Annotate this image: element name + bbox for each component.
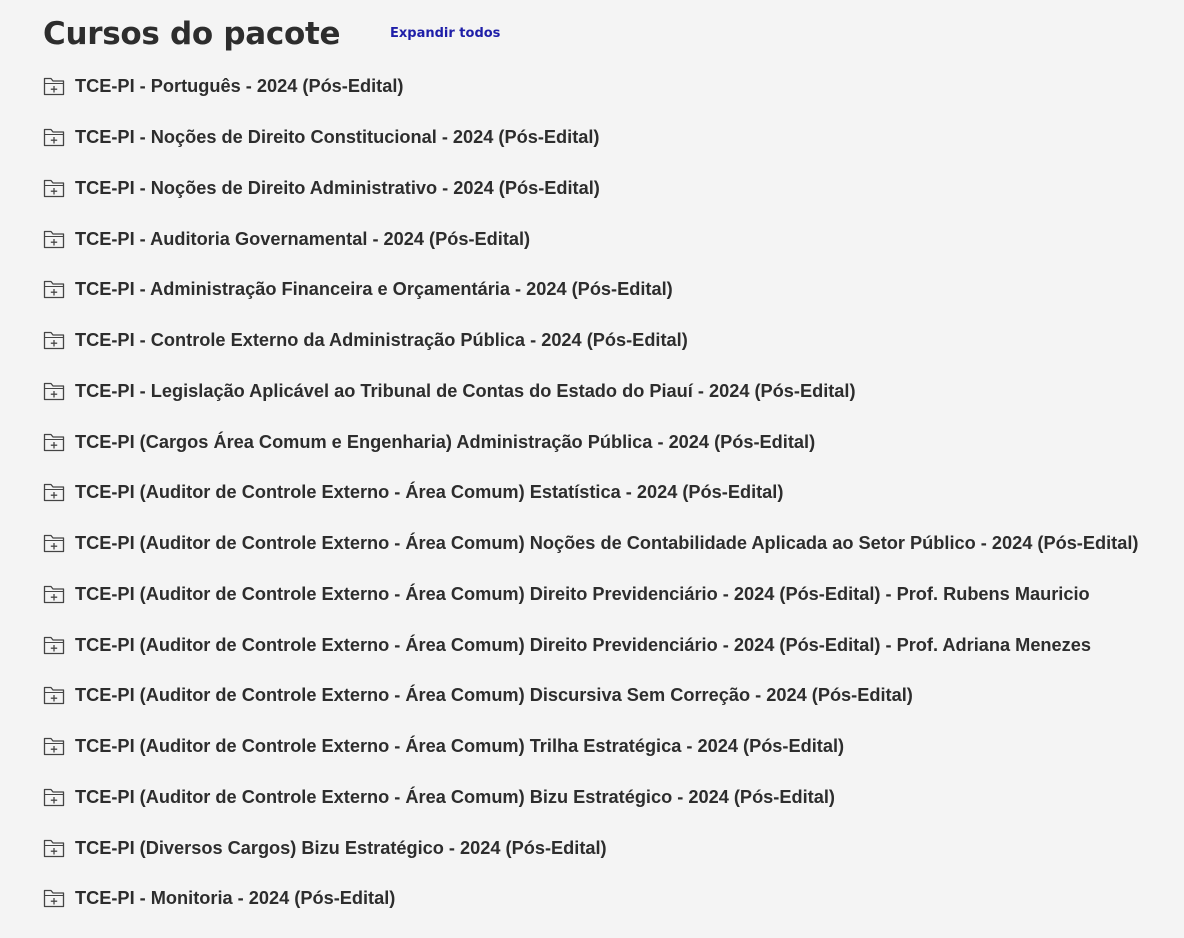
folder-plus-icon[interactable] — [43, 76, 65, 96]
course-title[interactable]: TCE-PI - Noções de Direito Constitucional - 2024 (Pós-Edital) — [75, 127, 600, 148]
course-item[interactable] — [43, 822, 1138, 873]
course-title[interactable]: TCE-PI - Monitoria - 2024 (Pós-Edital) — [75, 888, 396, 909]
folder-plus-icon[interactable] — [43, 178, 65, 198]
folder-plus-icon[interactable] — [43, 888, 65, 908]
folder-plus-icon[interactable] — [43, 330, 65, 350]
course-title[interactable]: TCE-PI (Auditor de Controle Externo - Área Comum) Bizu Estratégico - 2024 (Pós-Edital) — [75, 786, 835, 807]
course-title[interactable]: TCE-PI - Controle Externo da Administração Pública - 2024 (Pós-Edital) — [75, 330, 688, 351]
course-title[interactable]: TCE-PI - Noções de Direito Administrativo - 2024 (Pós-Edital) — [75, 177, 600, 198]
course-item[interactable] — [43, 569, 1138, 620]
page-title: Cursos do pacote — [43, 16, 341, 52]
course-item[interactable] — [43, 467, 1138, 518]
course-item[interactable] — [43, 315, 1138, 366]
course-item[interactable] — [43, 213, 1138, 264]
course-list — [43, 61, 1138, 924]
course-item[interactable] — [43, 873, 1138, 924]
course-title[interactable]: TCE-PI (Auditor de Controle Externo - Área Comum) Trilha Estratégica - 2024 (Pós-Edital) — [75, 736, 845, 757]
course-item[interactable] — [43, 619, 1138, 670]
course-title[interactable]: TCE-PI (Cargos Área Comum e Engenharia) Administração Pública - 2024 (Pós-Edital) — [75, 431, 816, 452]
expand-all-link[interactable]: Expandir todos — [390, 26, 501, 41]
course-item[interactable] — [43, 721, 1138, 772]
course-title[interactable]: TCE-PI - Administração Financeira e Orçamentária - 2024 (Pós-Edital) — [75, 279, 673, 300]
folder-plus-icon[interactable] — [43, 381, 65, 401]
folder-plus-icon[interactable] — [43, 533, 65, 553]
folder-plus-icon[interactable] — [43, 635, 65, 655]
course-title[interactable]: TCE-PI - Legislação Aplicável ao Tribunal de Contas do Estado do Piauí - 2024 (Pós-Edital) — [75, 380, 856, 401]
course-item[interactable] — [43, 61, 1138, 112]
page-header — [43, 10, 340, 58]
course-item[interactable] — [43, 670, 1138, 721]
folder-plus-icon[interactable] — [43, 736, 65, 756]
course-item[interactable] — [43, 163, 1138, 214]
folder-plus-icon[interactable] — [43, 787, 65, 807]
course-item[interactable] — [43, 416, 1138, 467]
folder-plus-icon[interactable] — [43, 229, 65, 249]
course-title[interactable]: TCE-PI (Auditor de Controle Externo - Área Comum) Noções de Contabilidade Aplicada ao Setor Público - 2024 (Pós-Edital) — [75, 533, 1139, 554]
folder-plus-icon[interactable] — [43, 838, 65, 858]
folder-plus-icon[interactable] — [43, 127, 65, 147]
course-title[interactable]: TCE-PI (Auditor de Controle Externo - Área Comum) Direito Previdenciário - 2024 (Pós-Edital) - Prof. Rubens Mauricio — [75, 583, 1090, 604]
folder-plus-icon[interactable] — [43, 584, 65, 604]
course-item[interactable] — [43, 772, 1138, 823]
folder-plus-icon[interactable] — [43, 482, 65, 502]
folder-plus-icon[interactable] — [43, 432, 65, 452]
course-item[interactable] — [43, 264, 1138, 315]
course-title[interactable]: TCE-PI (Auditor de Controle Externo - Área Comum) Direito Previdenciário - 2024 (Pós-Edital) - Prof. Adriana Menezes — [75, 634, 1091, 655]
course-title[interactable]: TCE-PI (Diversos Cargos) Bizu Estratégico - 2024 (Pós-Edital) — [75, 837, 607, 858]
folder-plus-icon[interactable] — [43, 685, 65, 705]
course-item[interactable] — [43, 366, 1138, 417]
course-item[interactable] — [43, 518, 1138, 569]
folder-plus-icon[interactable] — [43, 279, 65, 299]
course-title[interactable]: TCE-PI (Auditor de Controle Externo - Área Comum) Discursiva Sem Correção - 2024 (Pós-Edital) — [75, 685, 913, 706]
course-title[interactable]: TCE-PI (Auditor de Controle Externo - Área Comum) Estatística - 2024 (Pós-Edital) — [75, 482, 784, 503]
course-title[interactable]: TCE-PI - Auditoria Governamental - 2024 (Pós-Edital) — [75, 228, 531, 249]
course-item[interactable] — [43, 112, 1138, 163]
course-title[interactable]: TCE-PI - Português - 2024 (Pós-Edital) — [75, 76, 404, 97]
